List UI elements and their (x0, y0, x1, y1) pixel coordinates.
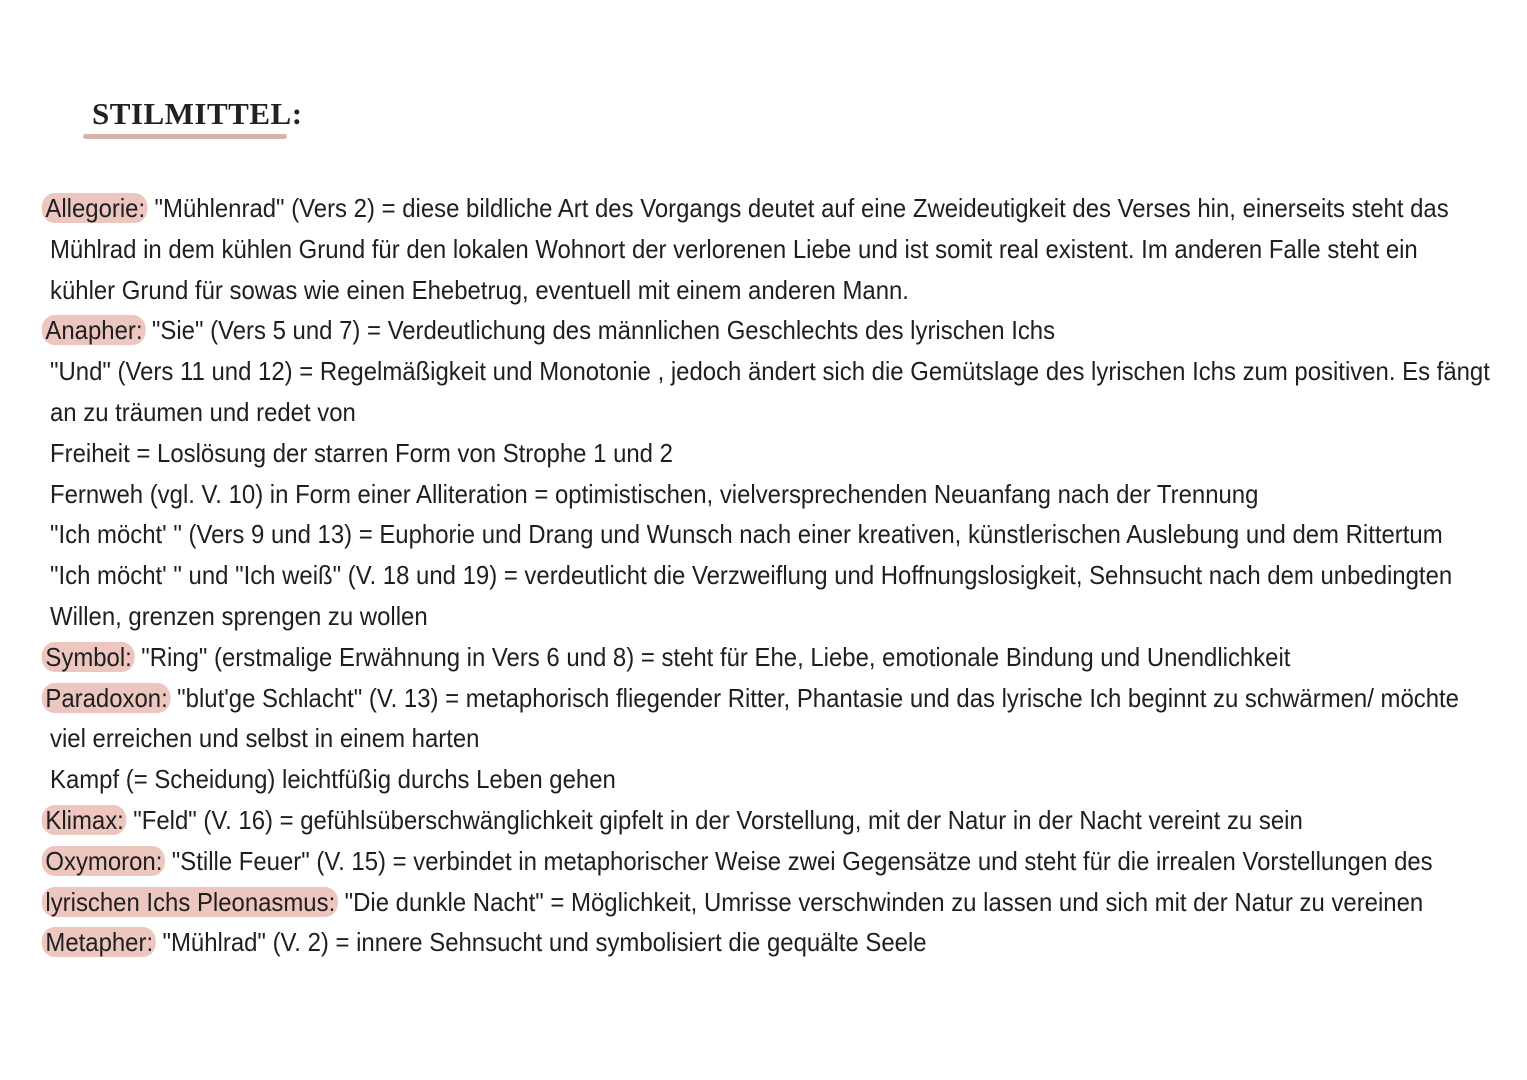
note-text: "Ich möcht' " und "Ich weiß" (V. 18 und 19) = verdeutlicht die Verzweiflung und Hoffnungslosigkeit, Sehnsucht nach dem unbedingten (50, 560, 1453, 591)
note-text: Fernweh (vgl. V. 10) in Form einer Alliteration = optimistischen, vielversprechenden Neuanfang nach der Trennung (50, 478, 1259, 509)
note-line (50, 229, 1418, 270)
note-text: Mühlrad in dem kühlen Grund für den lokalen Wohnort der verlorenen Liebe und ist somit real existent. Im anderen Falle steht ein (50, 233, 1418, 264)
note-line (50, 392, 1398, 433)
term-label-allegorie: Allegorie: (42, 193, 148, 223)
note-text: kühler Grund für sowas wie einen Ehebetrug, eventuell mit einem anderen Mann. (50, 274, 909, 305)
page-title: STILMITTEL: (92, 96, 303, 131)
note-text: "Die dunkle Nacht" = Möglichkeit, Umrisse verschwinden zu lassen und sich mit der Natur zu vereinen (337, 886, 1424, 917)
note-line (50, 270, 1398, 311)
term-label-klimax: Klimax: (42, 805, 127, 835)
note-line (50, 514, 1443, 555)
note-line (45, 882, 1424, 923)
note-text: an zu träumen und redet von (50, 396, 356, 427)
note-line (45, 841, 1433, 882)
note-line (50, 474, 1398, 515)
note-text: "Ich möcht' " (Vers 9 und 13) = Euphorie und Drang und Wunsch nach einer kreativen, künstlerischen Auslebung und dem Rittertum (50, 519, 1443, 550)
note-text: Kampf (= Scheidung) leichtfüßig durchs Leben gehen (50, 764, 616, 795)
note-text: Freiheit = Loslösung der starren Form von Strophe 1 und 2 (50, 437, 673, 468)
note-text: "Sie" (Vers 5 und 7) = Verdeutlichung des männlichen Geschlechts des lyrischen Ichs (145, 315, 1056, 346)
note-line (45, 678, 1459, 719)
note-text: "Feld" (V. 16) = gefühlsüberschwänglichkeit gipfelt in der Vorstellung, mit der Natur in der Nacht vereint zu sein (126, 804, 1303, 835)
term-label-paradoxon: Paradoxon: (42, 683, 171, 713)
note-line (50, 555, 1453, 596)
note-line (50, 351, 1490, 392)
title-underline (83, 134, 287, 139)
note-line (50, 433, 1398, 474)
note-text: "Ring" (erstmalige Erwähnung in Vers 6 und 8) = steht für Ehe, Liebe, emotionale Bindung und Unendlichkeit (134, 641, 1291, 672)
note-line (50, 596, 1398, 637)
note-line (45, 800, 1398, 841)
note-text: "Stille Feuer" (V. 15) = verbindet in metaphorischer Weise zwei Gegensätze und steht für die irrealen Vorstellungen des (165, 845, 1433, 876)
note-line (45, 637, 1398, 678)
note-text: Willen, grenzen sprengen zu wollen (50, 600, 428, 631)
note-text: "Und" (Vers 11 und 12) = Regelmäßigkeit und Monotonie , jedoch ändert sich die Gemütslage des lyrischen Ichs zum positiven. Es fängt (50, 356, 1490, 387)
note-line (50, 759, 1398, 800)
note-line (45, 188, 1449, 229)
term-label-pleonasmus: lyrischen Ichs Pleonasmus: (42, 887, 338, 917)
note-text: "Mühlenrad" (Vers 2) = diese bildliche Art des Vorgangs deutet auf eine Zweideutigkeit des Verses hin, einerseits steht das (147, 193, 1449, 223)
notes-body (45, 188, 1515, 963)
note-line (50, 718, 1398, 759)
note-line (45, 310, 1398, 351)
note-line (45, 922, 1398, 963)
term-label-anapher: Anapher: (42, 315, 146, 345)
note-text: viel erreichen und selbst in einem harten (50, 723, 480, 754)
term-label-symbol: Symbol: (42, 642, 135, 672)
term-label-metapher: Metapher: (42, 927, 156, 957)
note-text: "blut'ge Schlacht" (V. 13) = metaphorisch fliegender Ritter, Phantasie und das lyrische Ich beginnt zu schwärmen/ möchte (170, 682, 1459, 713)
note-text: "Mühlrad" (V. 2) = innere Sehnsucht und symbolisiert die gequälte Seele (155, 927, 927, 958)
term-label-oxymoron: Oxymoron: (42, 846, 165, 876)
